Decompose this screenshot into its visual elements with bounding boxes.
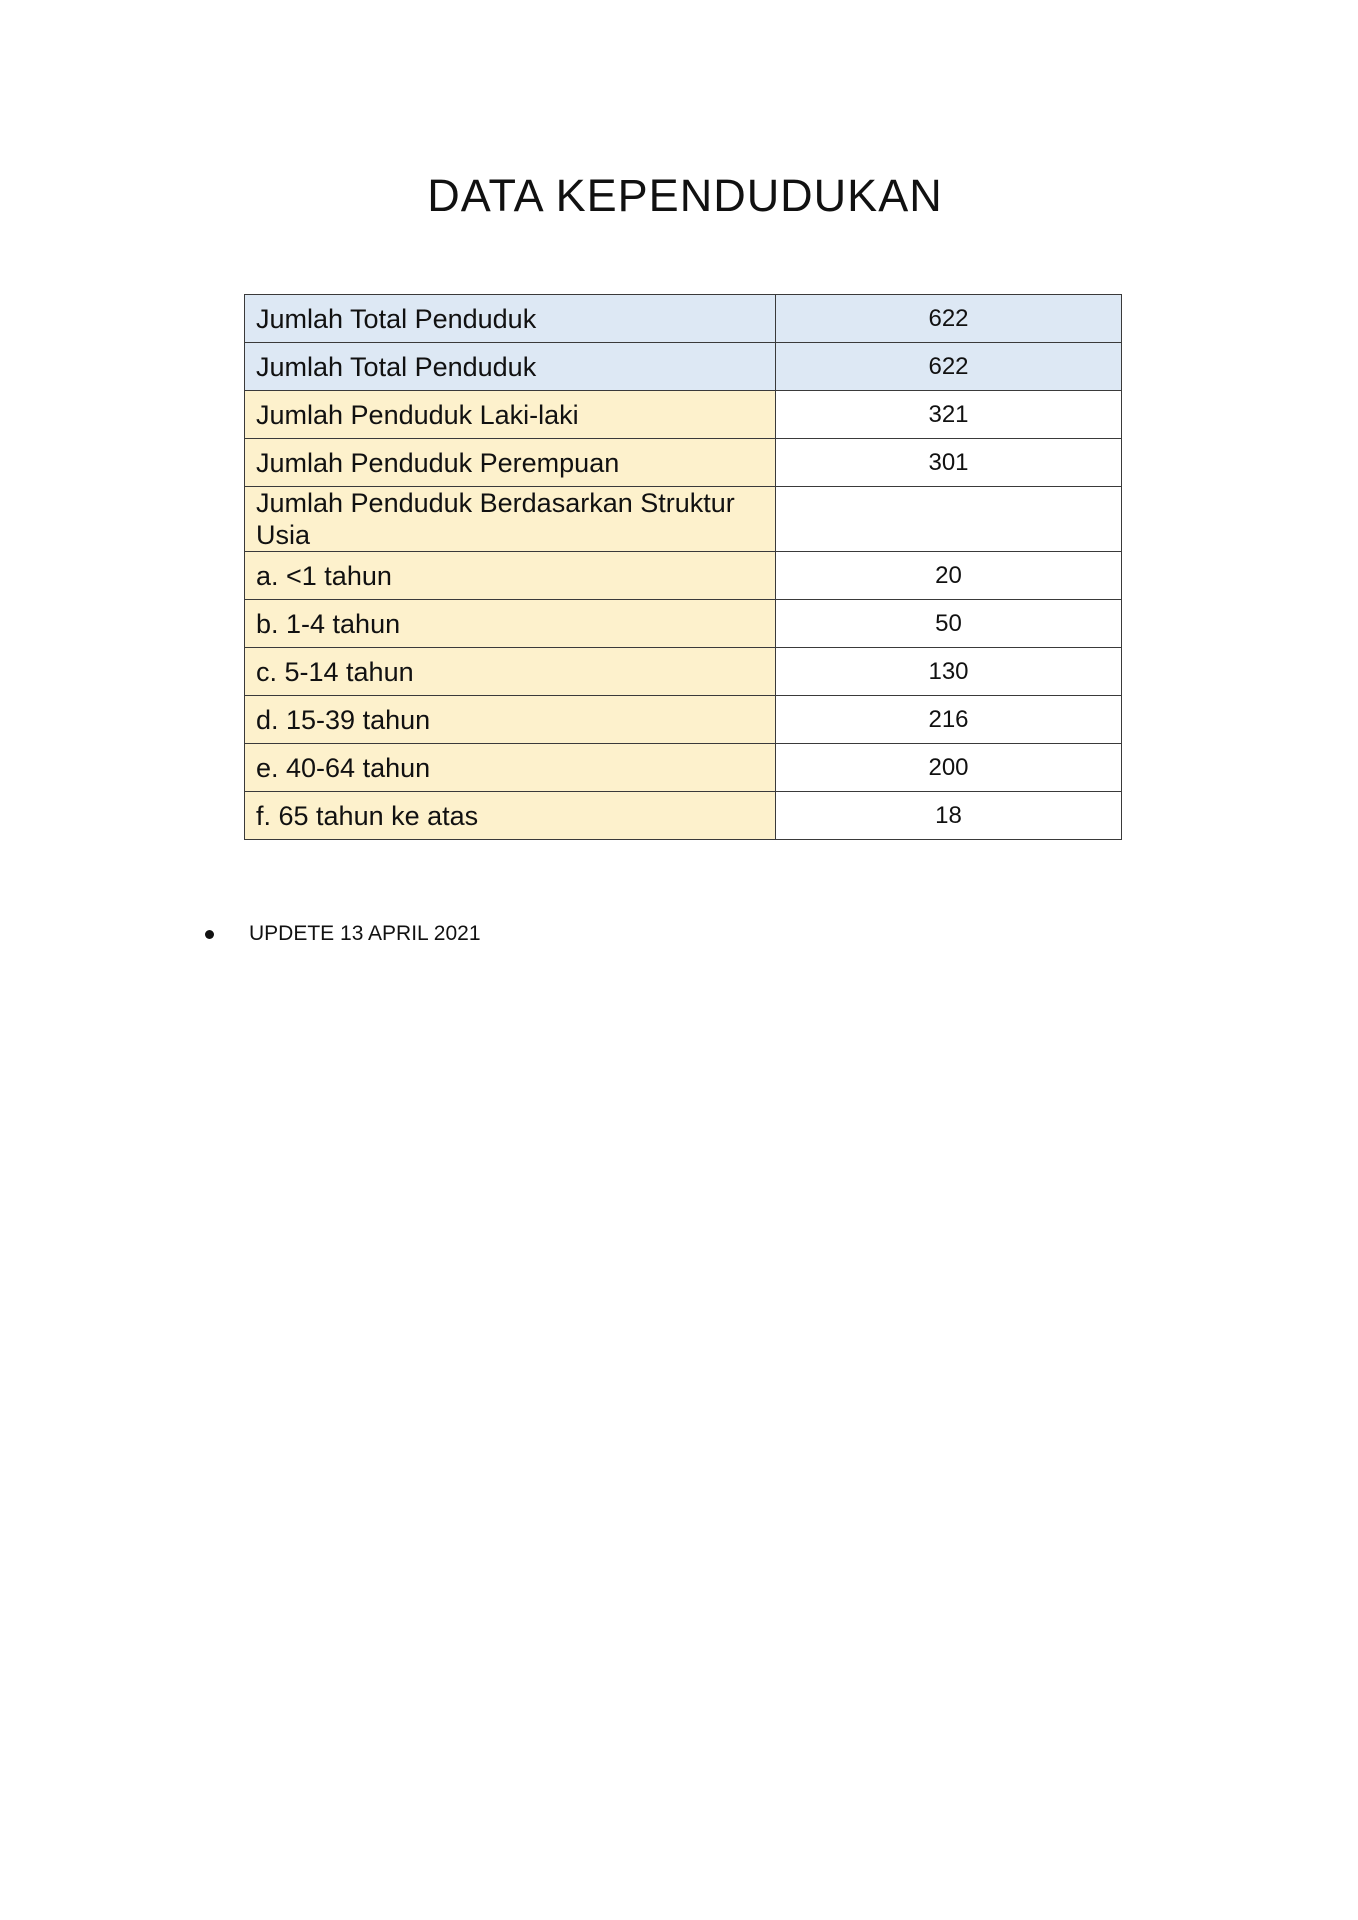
row-label: Jumlah Total Penduduk [245, 343, 776, 391]
row-value: 50 [776, 600, 1122, 648]
row-value [776, 487, 1122, 552]
row-label: Jumlah Penduduk Perempuan [245, 439, 776, 487]
population-table [244, 294, 1122, 840]
row-label: Jumlah Total Penduduk [245, 295, 776, 343]
row-value: 130 [776, 648, 1122, 696]
table-row [245, 648, 1122, 696]
row-value: 216 [776, 696, 1122, 744]
row-value: 18 [776, 792, 1122, 840]
row-value: 622 [776, 295, 1122, 343]
table-row [245, 696, 1122, 744]
table-row [245, 792, 1122, 840]
table-row [245, 744, 1122, 792]
page-title: DATA KEPENDUDUKAN [427, 170, 943, 221]
table-row [245, 391, 1122, 439]
update-note [205, 922, 481, 946]
table-row [245, 487, 1122, 552]
row-label: f. 65 tahun ke atas [245, 792, 776, 840]
row-value: 301 [776, 439, 1122, 487]
row-label: Jumlah Penduduk Berdasarkan Struktur Usia [245, 487, 776, 552]
row-label: c. 5-14 tahun [245, 648, 776, 696]
table-row [245, 552, 1122, 600]
table-row [245, 295, 1122, 343]
table-row [245, 439, 1122, 487]
row-label: a. <1 tahun [245, 552, 776, 600]
update-note-text: UPDETE 13 APRIL 2021 [249, 922, 481, 945]
table-row [245, 600, 1122, 648]
row-value: 321 [776, 391, 1122, 439]
row-label: d. 15-39 tahun [245, 696, 776, 744]
row-value: 200 [776, 744, 1122, 792]
row-value: 20 [776, 552, 1122, 600]
row-label: Jumlah Penduduk Laki-laki [245, 391, 776, 439]
row-label: b. 1-4 tahun [245, 600, 776, 648]
row-value: 622 [776, 343, 1122, 391]
table-row [245, 343, 1122, 391]
bullet-icon [205, 930, 214, 939]
row-label: e. 40-64 tahun [245, 744, 776, 792]
